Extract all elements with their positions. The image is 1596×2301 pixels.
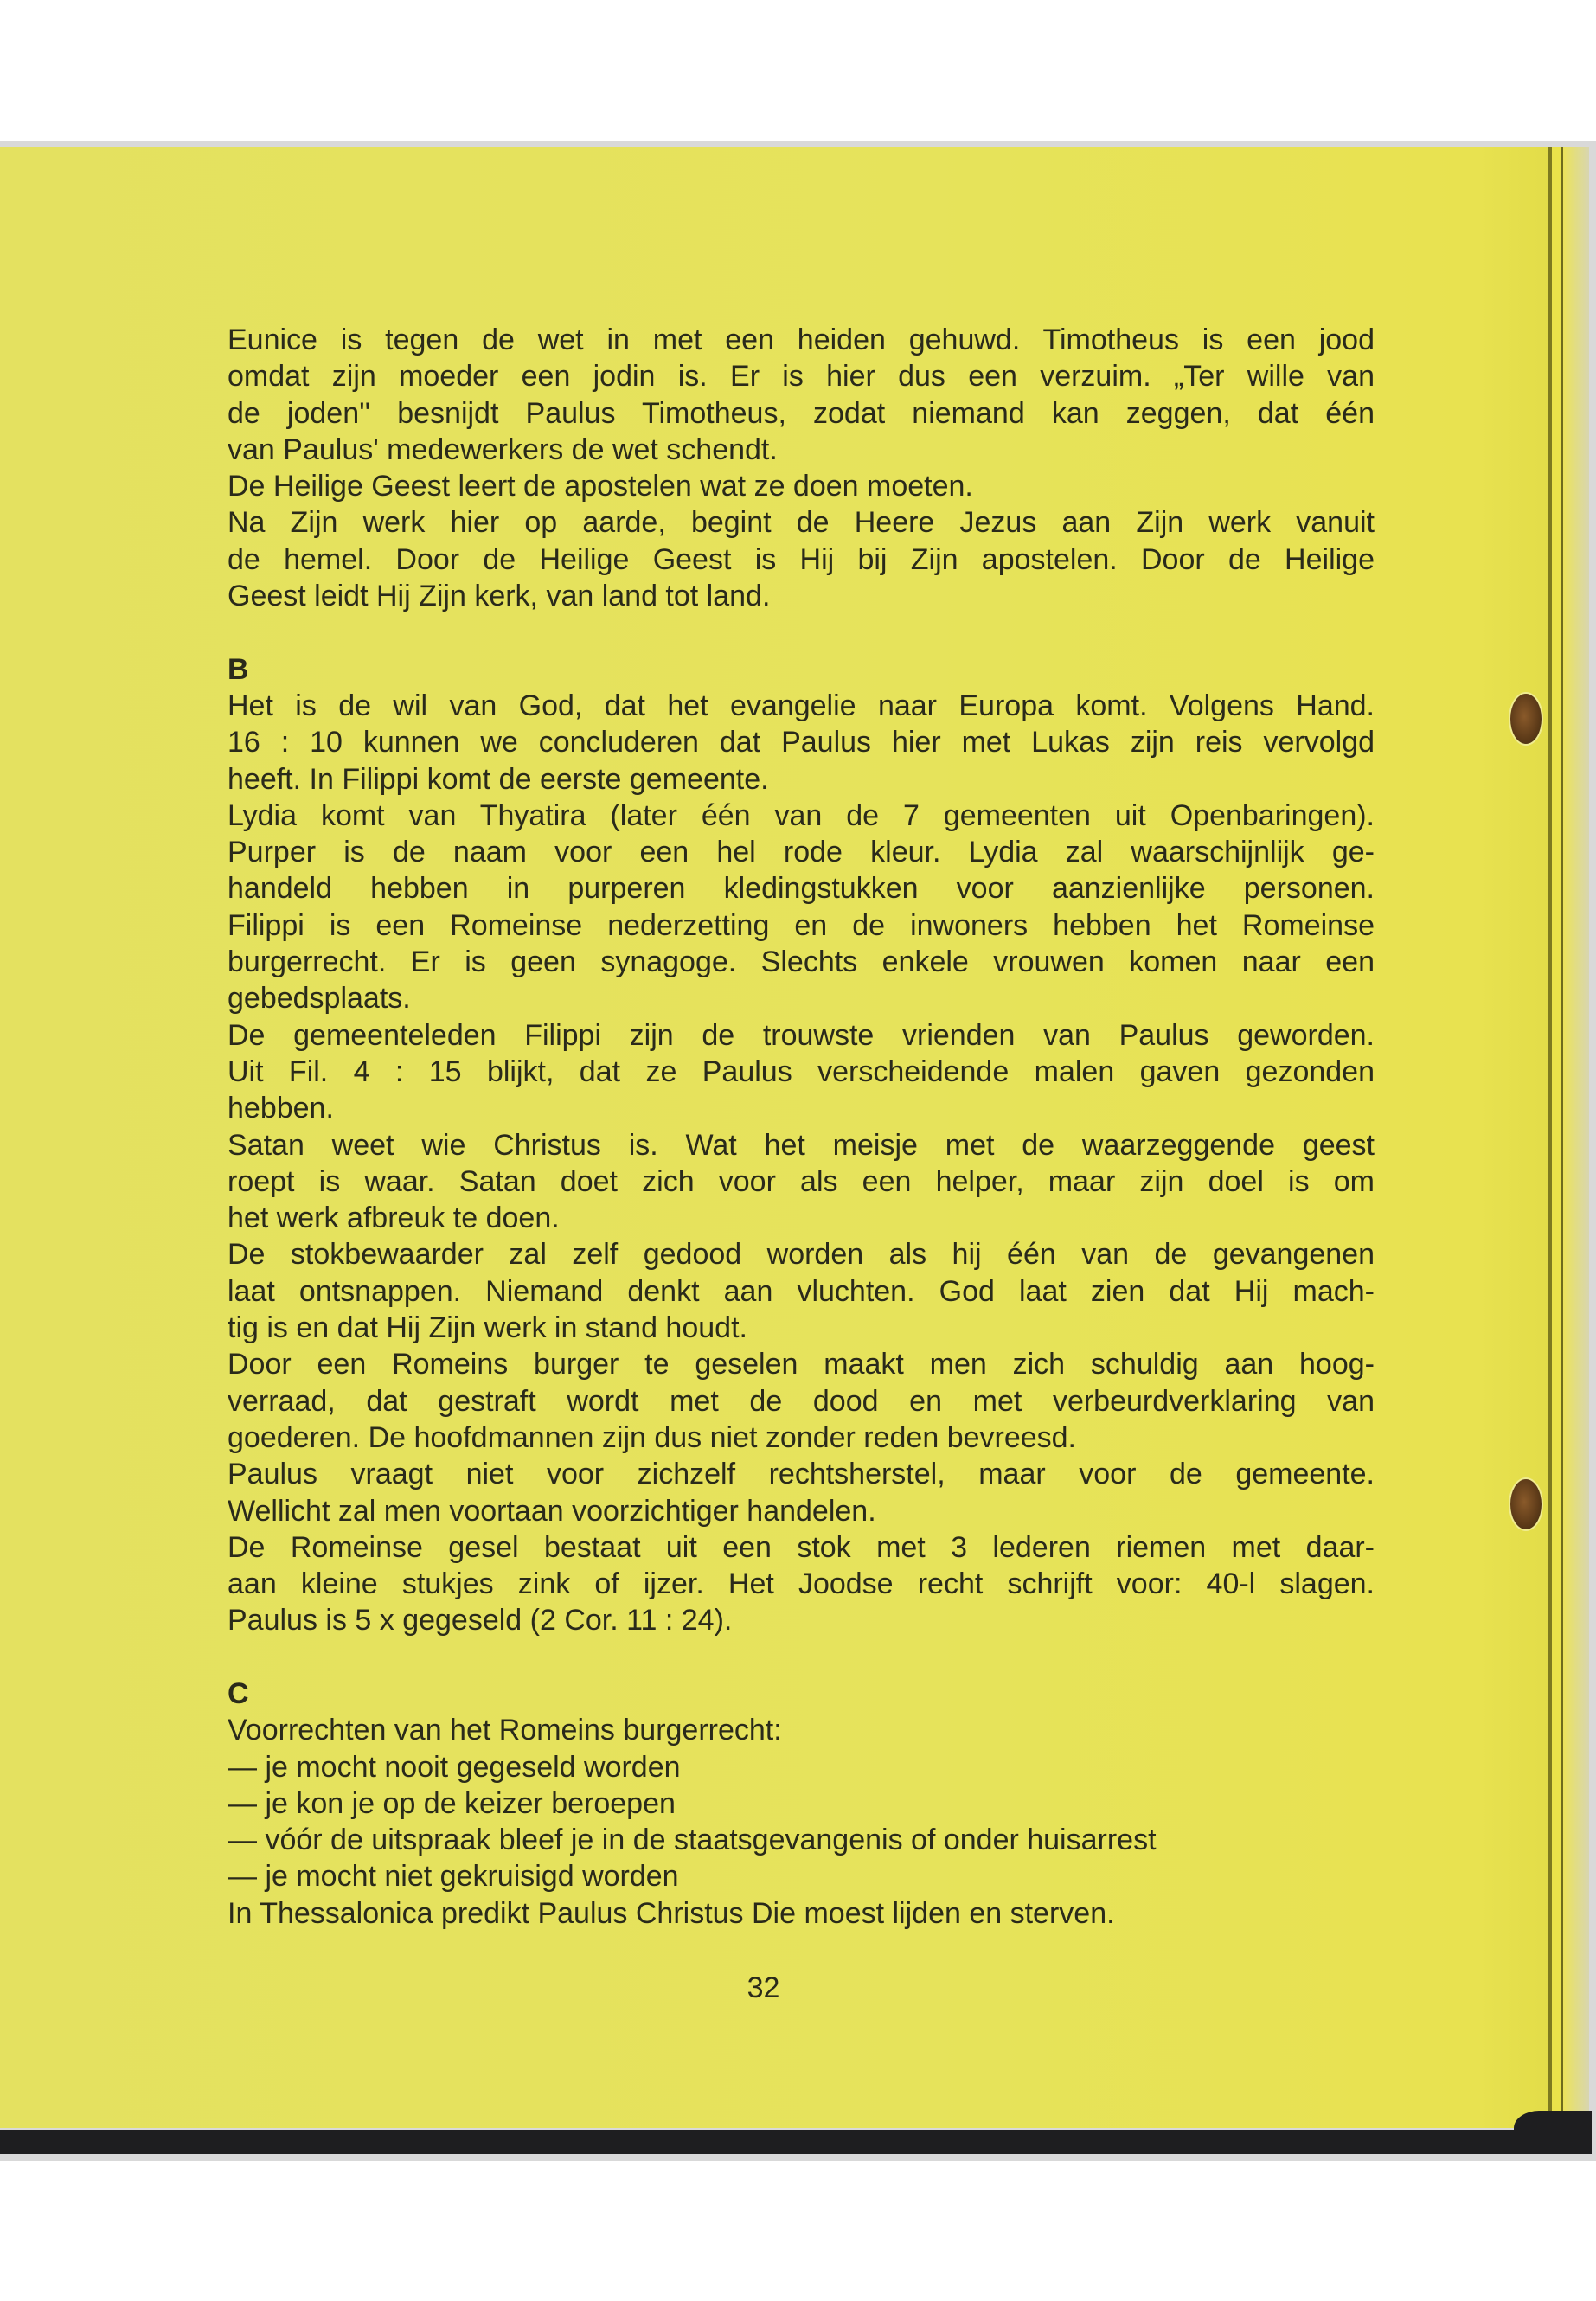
text-line: Paulus is 5 x gegeseld (2 Cor. 11 : 24).: [228, 1604, 733, 1638]
text-line: van Paulus' medewerkers de wet schendt.: [228, 433, 778, 466]
binding-strip: [1552, 147, 1561, 2137]
text-line: het werk afbreuk te doen.: [228, 1202, 560, 1235]
punch-hole-icon: [1509, 692, 1543, 746]
text-line: hebben.: [228, 1092, 334, 1125]
text-line: goederen. De hoofdmannen zijn dus niet zonder reden bevreesd.: [228, 1420, 1077, 1454]
text-line: — je mocht nooit gegeseld worden: [228, 1750, 681, 1784]
binder-cover-bottom: [0, 2130, 1592, 2154]
text-line: — vóór de uitspraak bleef je in de staatsgevangenis of onder huisarrest: [228, 1823, 1157, 1857]
text-line: heeft. In Filippi komt de eerste gemeente.: [228, 762, 769, 796]
text-line: Wellicht zal men voortaan voorzichtiger handelen.: [228, 1494, 876, 1528]
text-line: Purper is de naam voor een hel rode kleur. Lydia zal waarschijnlijk ge-: [228, 836, 1375, 869]
text-line: Eunice is tegen de wet in met een heiden gehuwd. Timotheus is een jood: [228, 324, 1375, 356]
text-line: de hemel. Door de Heilige Geest is Hij bij Zijn apostelen. Door de Heilige: [228, 542, 1375, 576]
text-line: burgerrecht. Er is geen synagoge. Slechts enkele vrouwen komen naar een: [228, 945, 1375, 979]
blank-line: [228, 1639, 1375, 1676]
page-body-text: [228, 322, 1375, 1932]
text-line: Het is de wil van God, dat het evangelie naar Europa komt. Volgens Hand.: [228, 689, 1375, 722]
punch-hole-icon: [1509, 1477, 1543, 1531]
text-line: Paulus vraagt niet voor zichzelf rechtsherstel, maar voor de gemeente.: [228, 1458, 1375, 1491]
text-line: De Heilige Geest leert de apostelen wat ze doen moeten.: [228, 470, 973, 503]
blank-line: [228, 614, 1375, 651]
page-edge: [1563, 147, 1589, 2137]
section-heading: B: [228, 652, 249, 686]
text-line: Filippi is een Romeinse nederzetting en de inwoners hebben het Romeinse: [228, 908, 1375, 942]
text-line: aan kleine stukjes zink of ijzer. Het Joodse recht schrijft voor: 40-l slagen.: [228, 1567, 1375, 1601]
text-line: de joden'' besnijdt Paulus Timotheus, zodat niemand kan zeggen, dat één: [228, 396, 1375, 430]
text-line: Na Zijn werk hier op aarde, begint de Heere Jezus aan Zijn werk vanuit: [228, 506, 1375, 540]
text-line: De stokbewaarder zal zelf gedood worden als hij één van de gevangenen: [228, 1238, 1375, 1272]
text-line: — je mocht niet gekruisigd worden: [228, 1860, 679, 1894]
text-line: handeld hebben in purperen kledingstukken voor aanzienlijke personen.: [228, 872, 1375, 906]
text-line: — je kon je op de keizer beroepen: [228, 1786, 676, 1820]
text-line: laat ontsnappen. Niemand denkt aan vluchten. God laat zien dat Hij mach-: [228, 1274, 1375, 1308]
text-line: De Romeinse gesel bestaat uit een stok met 3 lederen riemen met daar-: [228, 1530, 1375, 1564]
page-number-container: [0, 1970, 1596, 2006]
text-line: Door een Romeins burger te geselen maakt men zich schuldig aan hoog-: [228, 1348, 1375, 1381]
text-line: In Thessalonica predikt Paulus Christus Die moest lijden en sterven.: [228, 1896, 1115, 1930]
text-line: verraad, dat gestraft wordt met de dood en met verbeurdverklaring van: [228, 1384, 1375, 1418]
text-line: 16 : 10 kunnen we concluderen dat Paulus hier met Lukas zijn reis vervolgd: [228, 726, 1375, 760]
text-line: Geest leidt Hij Zijn kerk, van land tot land.: [228, 580, 771, 613]
text-line: De gemeenteleden Filippi zijn de trouwste vrienden van Paulus geworden.: [228, 1018, 1375, 1052]
text-line: tig is en dat Hij Zijn werk in stand houdt.: [228, 1311, 747, 1345]
text-line: omdat zijn moeder een jodin is. Er is hier dus een verzuim. „Ter wille van: [228, 360, 1375, 394]
text-line: Lydia komt van Thyatira (later één van de 7 gemeenten uit Openbaringen).: [228, 798, 1375, 832]
page-number: 32: [747, 1971, 780, 2004]
text-line: Uit Fil. 4 : 15 blijkt, dat ze Paulus verscheidende malen gaven gezonden: [228, 1054, 1375, 1088]
text-line: gebedsplaats.: [228, 982, 411, 1016]
text-line: roept is waar. Satan doet zich voor als een helper, maar zijn doel is om: [228, 1164, 1375, 1198]
text-line: Satan weet wie Christus is. Wat het meisje met de waarzeggende geest: [228, 1128, 1375, 1162]
text-line: Voorrechten van het Romeins burgerrecht:: [228, 1714, 782, 1747]
section-heading: C: [228, 1676, 249, 1710]
